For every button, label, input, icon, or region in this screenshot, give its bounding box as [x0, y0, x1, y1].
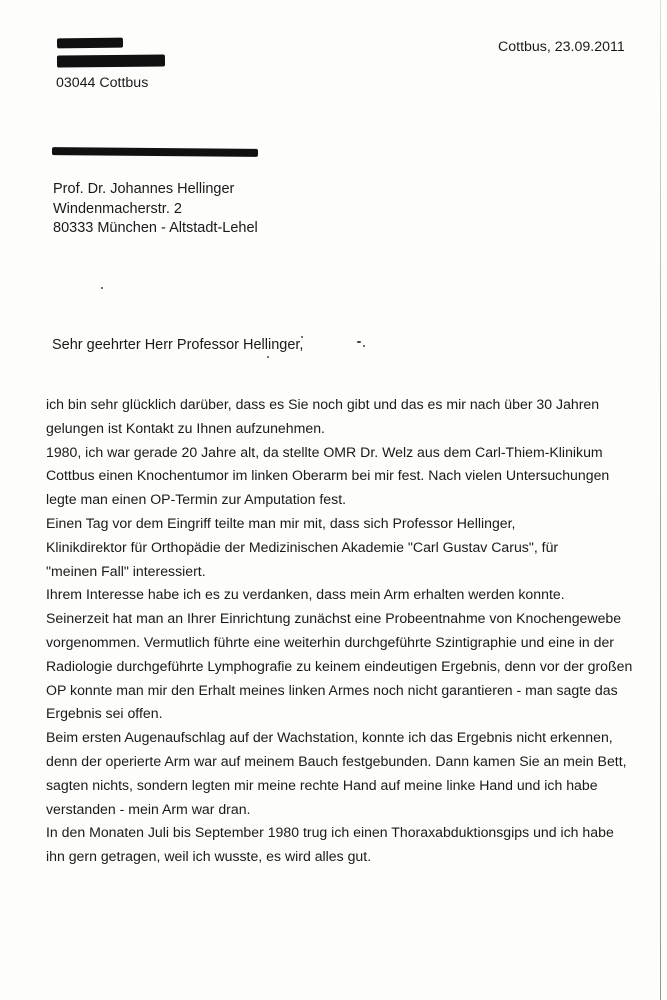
- body-line: Einen Tag vor dem Eingriff teilte man mir mit, dass sich Professor Hellinger,: [46, 514, 516, 531]
- speck: [363, 345, 365, 347]
- speck: [101, 287, 103, 289]
- redacted-return-address: [52, 147, 258, 157]
- speck: [357, 341, 361, 343]
- body-line: OP konnte man mir den Erhalt meines linken Armes noch nicht garantieren - man sagte das: [46, 681, 618, 698]
- body-line: vorgenommen. Vermutlich führte eine weiterhin durchgeführte Szintigraphie und eine in der: [46, 633, 614, 650]
- scan-edge: [660, 0, 661, 1000]
- body-line: verstanden - mein Arm war dran.: [46, 800, 251, 817]
- body-line: "meinen Fall" interessiert.: [46, 562, 206, 579]
- body-line: Ergebnis sei offen.: [46, 705, 163, 722]
- body-line: ihn gern getragen, weil ich wusste, es wird alles gut.: [46, 848, 372, 865]
- speck: [267, 356, 269, 358]
- recipient-street: Windenmacherstr. 2: [53, 200, 182, 217]
- body-line: Seinerzeit hat man an Ihrer Einrichtung zunächst eine Probeentnahme von Knochengewebe: [46, 610, 622, 627]
- recipient-address: [53, 180, 258, 239]
- letter-body: [46, 393, 633, 869]
- letter-date: Cottbus, 23.09.2011: [498, 39, 625, 55]
- body-line: Ihrem Interesse habe ich es zu verdanken, dass mein Arm erhalten werden konnte.: [46, 586, 565, 603]
- body-line: legte man einen OP-Termin zur Amputation fest.: [46, 491, 347, 508]
- body-line: ich bin sehr glücklich darüber, dass es Sie noch gibt und das es mir nach über 30 Jahren: [46, 396, 600, 412]
- body-line: denn der operierte Arm war auf meinem Bauch festgebunden. Dann kamen Sie an mein Bett,: [46, 752, 627, 769]
- recipient-city: 80333 München - Altstadt-Lehel: [53, 220, 258, 236]
- salutation: Sehr geehrter Herr Professor Hellinger,: [52, 337, 304, 353]
- redacted-sender-street: [57, 54, 165, 67]
- body-line: In den Monaten Juli bis September 1980 trug ich einen Thoraxabduktionsgips und ich habe: [46, 824, 614, 841]
- body-line: Beim ersten Augenaufschlag auf der Wachstation, konnte ich das Ergebnis nicht erkennen,: [46, 729, 613, 746]
- body-line: sagten nichts, sondern legten mir meine rechte Hand auf meine linke Hand und ich habe: [46, 776, 598, 793]
- body-line: Cottbus einen Knochentumor im linken Oberarm bei mir fest. Nach vielen Untersuchungen: [46, 467, 610, 484]
- body-line: Radiologie durchgeführte Lymphografie zu keinem eindeutigen Ergebnis, denn vor der großen: [46, 657, 633, 674]
- body-line: gelungen ist Kontakt zu Ihnen aufzunehmen.: [46, 419, 325, 436]
- recipient-name: Prof. Dr. Johannes Hellinger: [53, 181, 235, 197]
- body-line: Klinikdirektor für Orthopädie der Medizinischen Akademie "Carl Gustav Carus", für: [46, 538, 559, 555]
- redacted-sender-name: [57, 38, 123, 49]
- sender-postal-city: 03044 Cottbus: [56, 75, 149, 91]
- body-line: 1980, ich war gerade 20 Jahre alt, da stellte OMR Dr. Welz aus dem Carl-Thiem-Klinikum: [46, 443, 603, 460]
